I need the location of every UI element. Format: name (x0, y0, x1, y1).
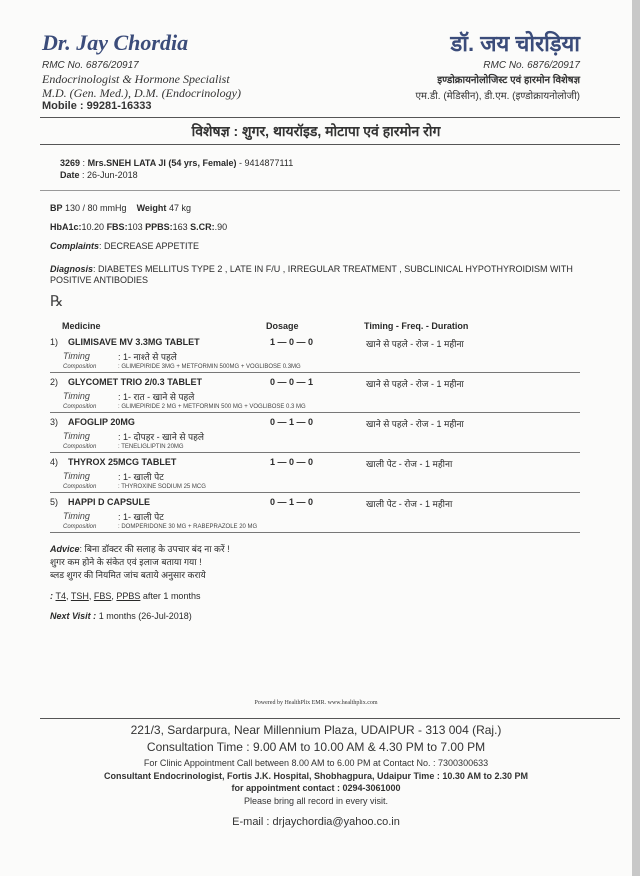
bp-value: 130 / 80 mmHg (65, 203, 127, 213)
next-visit-label: Next Visit : (50, 611, 97, 621)
medicine-number: 2) (50, 377, 59, 387)
timing-label: Timing (63, 391, 90, 401)
rmc-number: RMC No. 6876/20917 (42, 60, 139, 71)
patient-line (60, 158, 293, 168)
visit-date: 26-Jun-2018 (87, 170, 138, 180)
composition-value: : GLIMEPIRIDE 2 MG + METFORMIN 500 MG + VOGLIBOSE 0.3 MG (118, 404, 306, 410)
medicine-row-divider (50, 452, 580, 453)
medicine-dosage: 1 — 0 — 0 (270, 457, 314, 467)
weight-value: 47 kg (168, 203, 191, 213)
composition-label: Composition (63, 404, 97, 410)
composition-value: : THYROXINE SODIUM 25 MCG (118, 484, 206, 490)
medicine-number: 1) (50, 337, 59, 347)
medicine-number: 3) (50, 417, 59, 427)
medicine-row-divider (50, 412, 580, 413)
timing-label: Timing (63, 431, 90, 441)
scr-value: .90 (214, 222, 228, 232)
medicine-dosage: 1 — 0 — 0 (270, 337, 314, 347)
fortis-contact: for appointment contact : 0294-3061000 (231, 783, 401, 793)
fbs-value: 103 (127, 222, 143, 232)
diagnosis-value: : DIABETES MELLITUS TYPE 2 , LATE IN F/U , IRREGULAR TREATMENT , SUBCLINICAL HYPOTHYROIDISM WITH POSITIVE ANTIBODIES (50, 264, 573, 285)
next-visit-line (50, 611, 192, 621)
doctor-degrees: M.D. (Gen. Med.), D.M. (Endocrinology) (42, 86, 241, 100)
complaints-line (50, 241, 199, 251)
rx-icon: ℞ (50, 294, 64, 310)
vitals-line (50, 203, 191, 213)
doctor-name: Dr. Jay Chordia (42, 30, 189, 55)
fortis-info: Consultant Endocrinologist, Fortis J.K. Hospital, Shobhagpura, Udaipur Time : 10.30 AM to 2.30 PM (103, 771, 529, 781)
col-timing: Timing - Freq. - Duration (364, 321, 469, 331)
bring-records-note: Please bring all record in every visit. (243, 796, 389, 806)
medicine-row-divider (50, 372, 580, 373)
timing-value: : 1- नाश्ते से पहले (118, 352, 177, 362)
medicine-dosage: 0 — 1 — 0 (270, 417, 314, 427)
medicine-number: 5) (50, 497, 59, 507)
hba1c-label: HbA1c: (50, 222, 82, 232)
medicine-frequency: खाली पेट - रोज - 1 महीना (366, 499, 453, 509)
ppbs-label: PPBS: (145, 222, 173, 232)
diagnosis-label: Diagnosis (50, 264, 94, 274)
composition-label: Composition (63, 524, 97, 530)
medicine-name: GLYCOMET TRIO 2/0.3 TABLET (68, 377, 203, 387)
test-t4: T4 (55, 591, 67, 601)
medicine-name: THYROX 25MCG TABLET (68, 457, 177, 467)
diagnosis-line (50, 264, 605, 286)
composition-value: : TENELIGLIPTIN 20MG (118, 444, 184, 450)
advice-block (50, 543, 450, 582)
timing-value: : 1- खाली पेट (118, 472, 164, 482)
timing-label: Timing (63, 351, 90, 361)
medicine-dosage: 0 — 1 — 0 (270, 497, 314, 507)
composition-label: Composition (63, 364, 97, 370)
patient-phone: - 9414877111 (238, 158, 294, 168)
doctor-mobile: Mobile : 99281-16333 (42, 100, 152, 112)
medicine-name: AFOGLIP 20MG (68, 417, 135, 427)
expertise-banner: विशेषज्ञ : शुगर, थायरॉइड, मोटापा एवं हारमोन रोग (191, 123, 441, 139)
medicine-name: HAPPI D CAPSULE (68, 497, 151, 507)
ppbs-value: 163 (172, 222, 188, 232)
medicine-frequency: खाने से पहले - रोज - 1 महीना (366, 379, 464, 389)
fbs-label: FBS: (106, 222, 128, 232)
timing-value: : 1- रात - खाने से पहले (118, 392, 195, 402)
composition-value: : GLIMEPIRIDE 3MG + METFORMIN 500MG + VOGLIBOSE 0.3MG (118, 364, 301, 370)
appointment-info: For Clinic Appointment Call between 8.00 AM to 6.00 PM at Contact No. : 7300300633 (143, 758, 489, 768)
timing-label: Timing (63, 471, 90, 481)
medicine-number: 4) (50, 457, 59, 467)
banner-divider (40, 144, 620, 145)
medicine-dosage: 0 — 0 — 1 (270, 377, 314, 387)
advice-line-3: ब्लड शुगर की नियमित जांच बताये अनुसार कराये (50, 570, 206, 580)
medicine-row-divider (50, 532, 580, 533)
consultation-time: Consultation Time : 9.00 AM to 10.00 AM & 4.30 PM to 7.00 PM (146, 740, 486, 754)
timing-label: Timing (63, 511, 90, 521)
next-visit-value: 1 months (26-Jul-2018) (96, 611, 192, 621)
medicine-frequency: खाने से पहले - रोज - 1 महीना (366, 339, 464, 349)
test-ppbs: PPBS (116, 591, 141, 601)
doctor-email: E-mail : drjaychordia@yahoo.co.in (232, 816, 400, 828)
tests-prefix: : (50, 591, 56, 601)
doctor-degrees-hindi: एम.डी. (मेडिसीन), डी.एम. (इण्डोक्रायनोलोजी) (415, 91, 580, 102)
clinic-address: 221/3, Sardarpura, Near Millennium Plaza, UDAIPUR - 313 004 (Raj.) (130, 723, 502, 737)
scan-edge (632, 0, 640, 876)
patient-divider (40, 190, 620, 191)
scr-label: S.CR: (190, 222, 215, 232)
doctor-specialty: Endocrinologist & Hormone Specialist (42, 72, 230, 86)
advice-line-1: : बिना डॉक्टर की सलाह के उपचार बंद ना करें ! (79, 544, 230, 554)
tests-line: : T4, TSH, FBS, PPBS after 1 months (50, 591, 201, 601)
medicine-frequency: खाने से पहले - रोज - 1 महीना (366, 419, 464, 429)
composition-label: Composition (63, 484, 97, 490)
advice-line-2: शुगर कम होने के संकेत एवं इलाज बताया गया ! (50, 557, 202, 567)
footer-divider (40, 718, 620, 719)
test-fbs: FBS (93, 591, 112, 601)
date-label: Date (60, 170, 80, 180)
header-divider (40, 117, 620, 118)
date-line: Date : 26-Jun-2018 (60, 170, 138, 180)
labs-line (50, 222, 227, 232)
col-dosage: Dosage (266, 321, 299, 331)
bp-label: BP (50, 203, 63, 213)
timing-value: : 1- खाली पेट (118, 512, 164, 522)
medicine-frequency: खाली पेट - रोज - 1 महीना (366, 459, 453, 469)
patient-sep: : (82, 158, 86, 168)
rmc-number-hindi-side: RMC No. 6876/20917 (483, 60, 580, 71)
weight-label: Weight (136, 203, 167, 213)
composition-value: : DOMPERIDONE 30 MG + RABEPRAZOLE 20 MG (118, 524, 258, 530)
hba1c-value: 10.20 (81, 222, 105, 232)
col-medicine: Medicine (62, 321, 101, 331)
complaints-value: : DECREASE APPETITE (99, 241, 200, 251)
test-tsh: TSH (70, 591, 89, 601)
patient-id: 3269 (60, 158, 81, 168)
complaints-label: Complaints (50, 241, 100, 251)
tests-suffix: after 1 months (140, 591, 201, 601)
patient-name: Mrs.SNEH LATA JI (54 yrs, Female) (87, 158, 237, 168)
medicine-name: GLIMISAVE MV 3.3MG TABLET (68, 337, 200, 347)
timing-value: : 1- दोपहर - खाने से पहले (118, 432, 204, 442)
advice-label: Advice (50, 544, 80, 554)
powered-by: Powered by HealthPlix EMR. www.healthplix.com (254, 700, 378, 706)
medicine-row-divider (50, 492, 580, 493)
composition-label: Composition (63, 444, 97, 450)
doctor-specialty-hindi: इण्डोक्रायनोलोजिस्ट एवं हारमोन विशेषज्ञ (437, 75, 580, 86)
doctor-name-hindi: डॉ. जय चोरड़िया (450, 31, 580, 56)
